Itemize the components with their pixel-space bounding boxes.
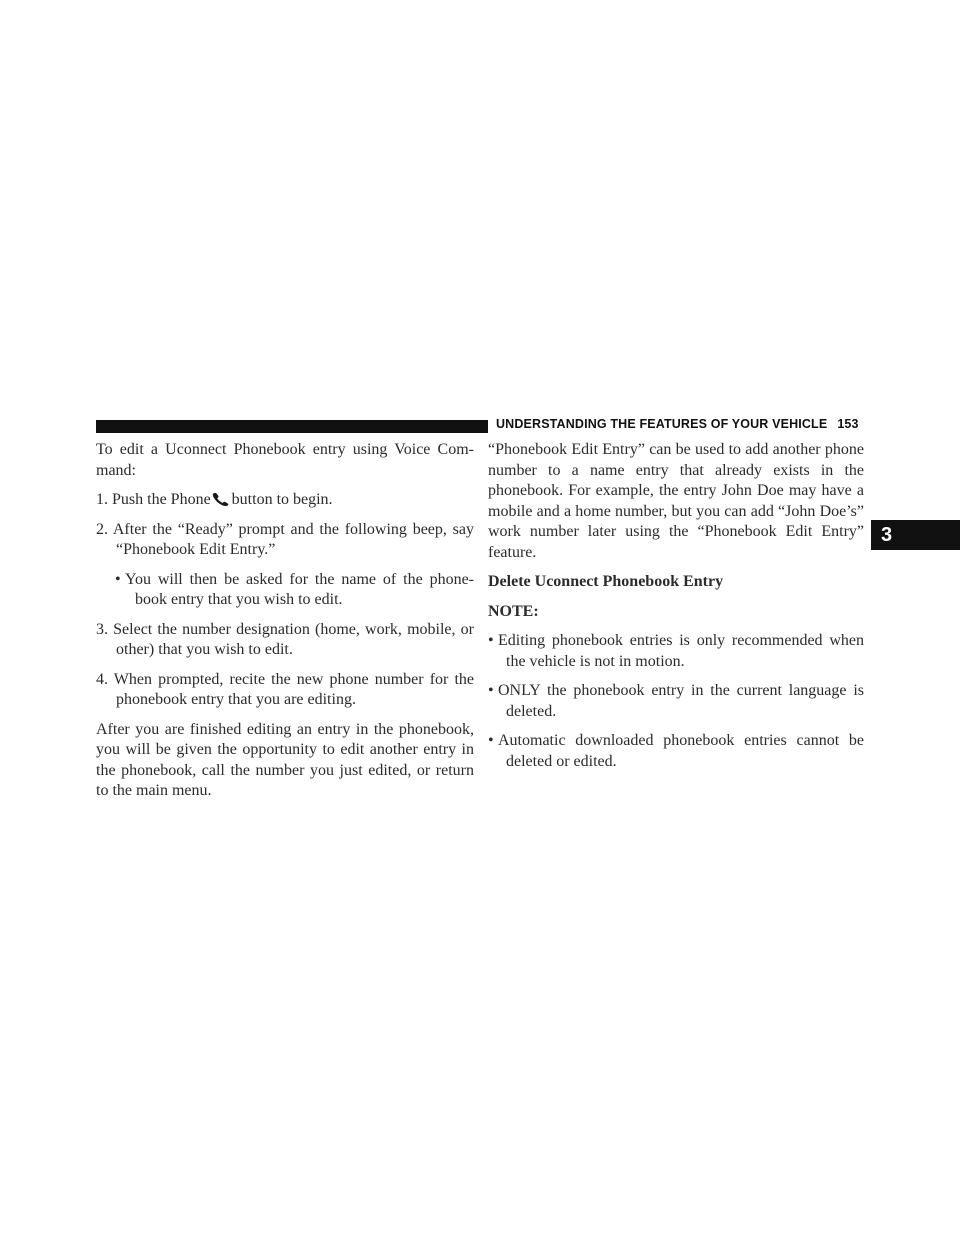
step-2-bullet [96,570,474,611]
page-number: 153 [837,417,859,431]
step-4: 4. When prompted, recite the new phone number for the phonebook entry that you are editing. [96,670,474,708]
closing-paragraph: After you are finished editing an entry in the phonebook, you will be given the opportunity to edit another entry in the phonebook, call the number you just edited, or return to the main menu. [96,720,474,799]
note-label: NOTE: [488,602,539,620]
bullet-dot: • [488,732,494,749]
bullet-dot: • [115,570,121,588]
note-item-text: ONLY the phonebook entry in the current language is deleted. [498,682,864,720]
bullet-dot: • [488,682,494,699]
chapter-title: UNDERSTANDING THE FEATURES OF YOUR VEHICLE [496,417,828,431]
step-2-bullet-text: You will then be asked for the name of the phone-book entry that you wish to edit. [125,570,474,608]
section-heading: Delete Uconnect Phonebook Entry [488,573,724,590]
step-1-text-before: 1. Push the Phone [96,491,211,508]
step-3: 3. Select the number designation (home, work, mobile, or other) that you wish to edit. [96,620,474,658]
chapter-tab: 3 [871,520,960,550]
note-item [488,681,864,722]
step-2: 2. After the “Ready” prompt and the following beep, say “Phonebook Edit Entry.” [96,520,474,558]
bullet-dot: • [488,632,494,649]
left-column [96,440,474,811]
step-1-text-after: button to begin. [231,491,333,508]
feature-paragraph: “Phonebook Edit Entry” can be used to add another phone number to a name entry that already exists in the phonebook. For example, the entry John Doe may have a mobile and a home number, but you can add “John Doe’s” work number later using the “Phonebook Edit Entry” feature. [488,441,864,561]
note-item [488,631,864,672]
note-item-text: Editing phonebook entries is only recommended when the vehicle is not in motion. [498,632,864,670]
step-1 [96,490,474,511]
right-column [488,440,864,781]
intro-paragraph: To edit a Uconnect Phonebook entry using Voice Com-mand: [96,441,474,479]
note-item-text: Automatic downloaded phonebook entries cannot be deleted or edited. [498,732,864,770]
running-header [496,417,862,435]
header-rule-bar [96,420,488,433]
phone-handset-icon [212,492,230,506]
note-item [488,731,864,772]
